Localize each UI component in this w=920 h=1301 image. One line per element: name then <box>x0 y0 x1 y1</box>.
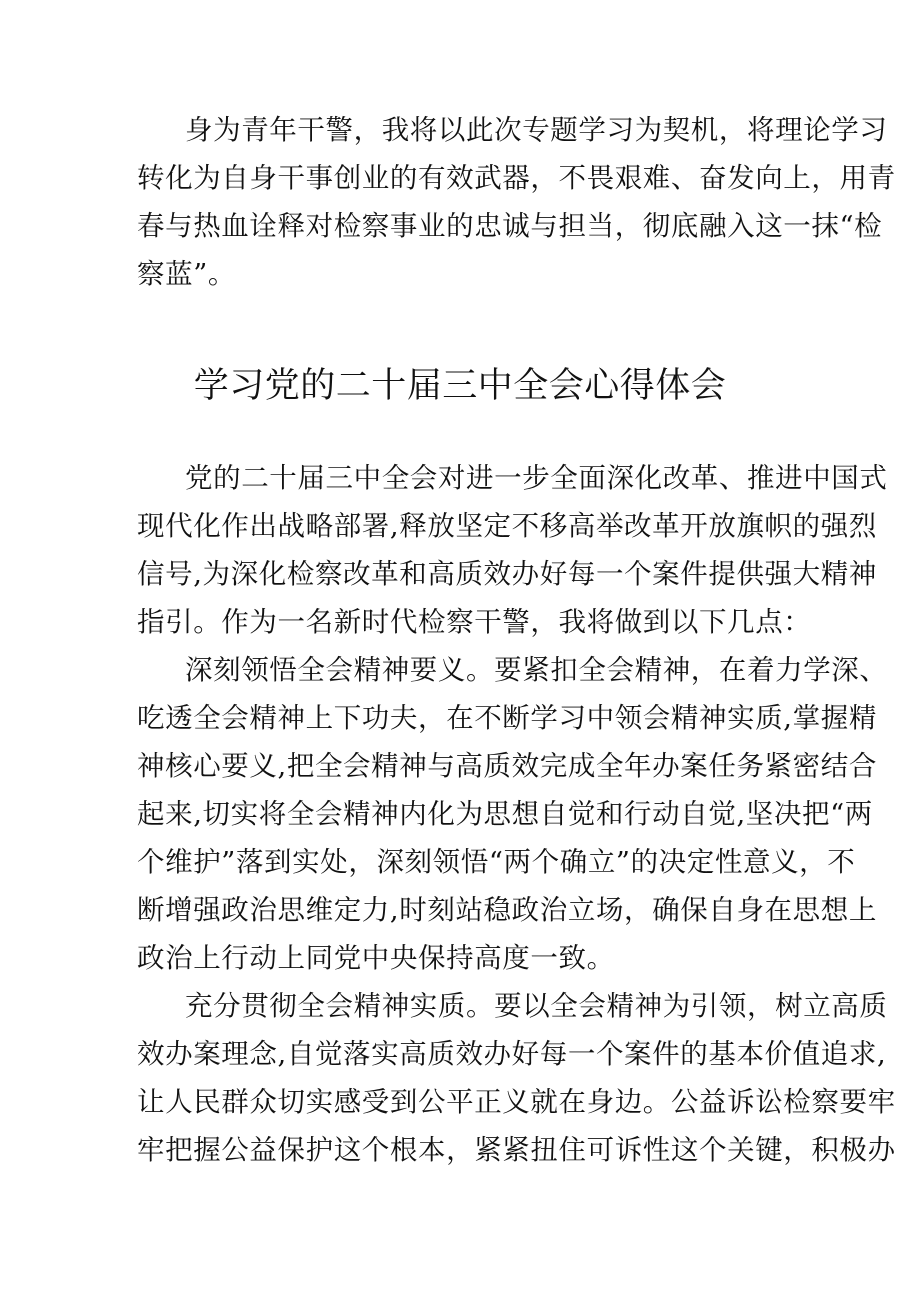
document-title: 学习党的二十届三中全会心得体会 <box>193 366 727 406</box>
body-line-6: 吃透全会精神上下功夫，在不断学习中领会精神实质,掌握精 <box>137 702 877 734</box>
body-line-7: 神核心要义,把全会精神与高质效完成全年办案任务紧密结合 <box>137 750 877 782</box>
body-line-1: 党的二十届三中全会对进一步全面深化改革、推进中国式 <box>185 462 888 494</box>
body-line-3: 信号,为深化检察改革和高质效办好每一个案件提供强大精神 <box>137 558 877 590</box>
body-line-13: 效办案理念,自觉落实高质效办好每一个案件的基本价值追求, <box>137 1038 887 1070</box>
body-line-14: 让人民群众切实感受到公平正义就在身边。公益诉讼检察要牢 <box>137 1086 896 1118</box>
body-line-2: 现代化作出战略部署,释放坚定不移高举改革开放旗帜的强烈 <box>137 510 877 542</box>
intro-line-3: 春与热血诠释对检察事业的忠诚与担当，彻底融入这一抹“检 <box>137 210 883 242</box>
body-line-5: 深刻领悟全会精神要义。要紧扣全会精神，在着力学深、 <box>185 654 888 686</box>
body-line-4: 指引。作为一名新时代检察干警，我将做到以下几点： <box>137 606 812 638</box>
intro-line-1: 身为青年干警，我将以此次专题学习为契机，将理论学习 <box>185 114 888 146</box>
body-line-15: 牢把握公益保护这个根本，紧紧扭住可诉性这个关键，积极办 <box>137 1134 896 1166</box>
body-line-12: 充分贯彻全会精神实质。要以全会精神为引领，树立高质 <box>185 990 888 1022</box>
intro-line-4: 察蓝”。 <box>137 258 236 290</box>
body-line-10: 断增强政治思维定力,时刻站稳政治立场，确保自身在思想上 <box>137 894 877 926</box>
body-line-8: 起来,切实将全会精神内化为思想自觉和行动自觉,坚决把“两 <box>137 798 873 830</box>
body-line-11: 政治上行动上同党中央保持高度一致。 <box>137 942 615 974</box>
body-line-9: 个维护”落到实处，深刻领悟“两个确立”的决定性意义，不 <box>137 846 856 878</box>
intro-line-2: 转化为自身干事创业的有效武器，不畏艰难、奋发向上，用青 <box>137 162 896 194</box>
